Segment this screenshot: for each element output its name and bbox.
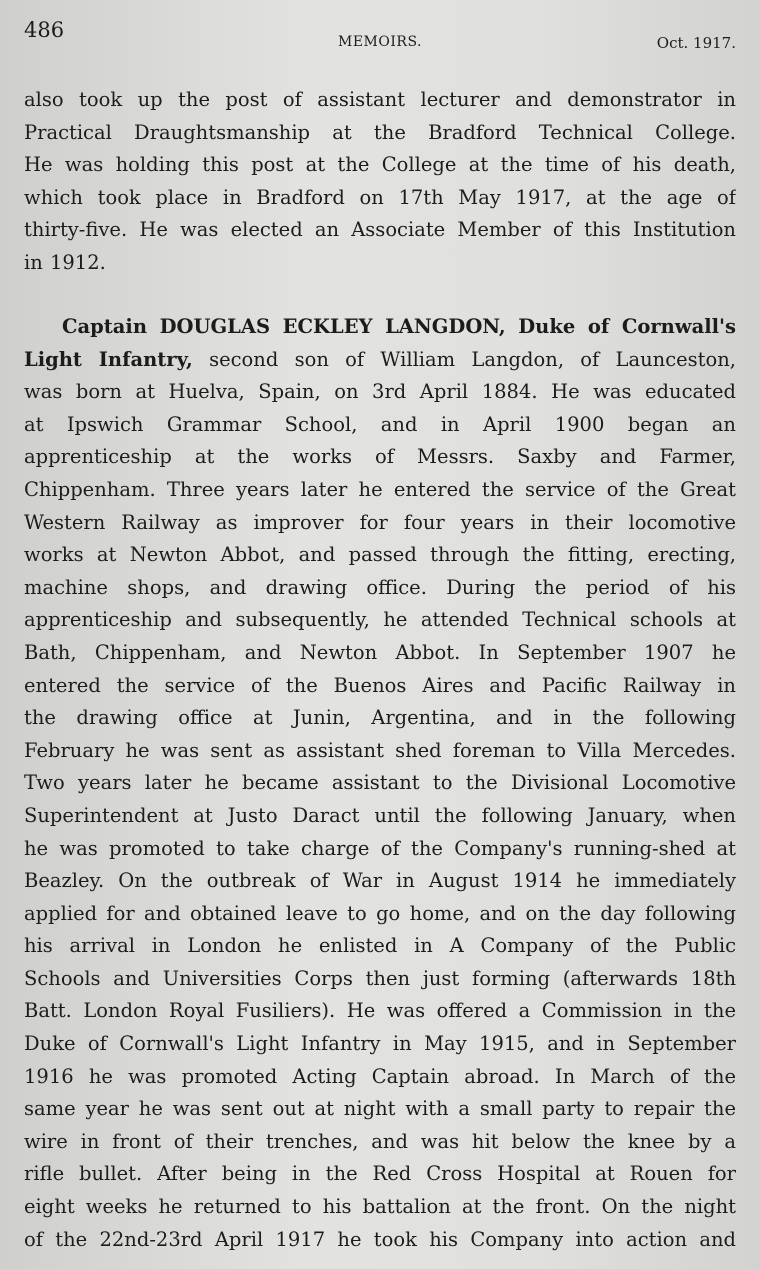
paragraph-2 xyxy=(24,311,736,1256)
memoir-subject-name: Captain DOUGLAS ECKLEY LANGDON, Duke of Cornwall's xyxy=(62,315,736,338)
text-line: machine shops, and drawing office. During the period of his xyxy=(24,575,736,599)
text-line: Schools and Universities Corps then just forming (afterwards 18th xyxy=(24,966,736,990)
text-line: 1916 he was promoted Acting Captain abroad. In March of the xyxy=(24,1064,736,1088)
text-line: Superintendent at Justo Daract until the following January, when xyxy=(24,803,736,827)
text-line: in 1912. xyxy=(24,250,106,274)
text-line: which took place in Bradford on 17th May 1917, at the age of xyxy=(24,185,736,209)
text-line: he was promoted to take charge of the Company's running-shed at xyxy=(24,836,736,860)
memoir-heading-line xyxy=(24,311,736,344)
text-line: Bath, Chippenham, and Newton Abbot. In September 1907 he xyxy=(24,640,736,664)
text-line: works at Newton Abbot, and passed through the fitting, erecting, xyxy=(24,543,736,567)
text-line: Beazley. On the outbreak of War in August 1914 he immediately xyxy=(24,869,736,893)
page-number: 486 xyxy=(24,18,65,42)
text-line: his arrival in London he enlisted in A Company of the Public xyxy=(24,934,736,958)
text-line xyxy=(24,344,736,377)
text-span: second son of William Langdon, of Launceston, xyxy=(192,347,736,371)
text-line: apprenticeship at the works of Messrs. Saxby and Farmer, xyxy=(24,445,736,469)
text-line: thirty-five. He was elected an Associate Member of this Institution xyxy=(24,218,736,242)
text-line: Batt. London Royal Fusiliers). He was offered a Commission in the xyxy=(24,999,736,1023)
text-line: applied for and obtained leave to go home, and on the day following xyxy=(24,901,736,925)
text-line: Western Railway as improver for four years in their locomotive xyxy=(24,510,736,534)
regiment-name: Light Infantry, xyxy=(24,347,193,371)
text-line: eight weeks he returned to his battalion at the front. On the night xyxy=(24,1195,736,1219)
paragraph-1 xyxy=(24,84,736,280)
issue-date: Oct. 1917. xyxy=(656,34,736,52)
text-line: wire in front of their trenches, and was hit below the knee by a xyxy=(24,1129,736,1153)
text-line: also took up the post of assistant lecturer and demonstrator in xyxy=(24,88,736,111)
text-line: entered the service of the Buenos Aires and Pacific Railway in xyxy=(24,673,736,697)
text-line: same year he was sent out at night with a small party to repair the xyxy=(24,1097,736,1121)
text-line: at Ipswich Grammar School, and in April 1900 began an xyxy=(24,412,736,436)
text-line: of the 22nd-23rd April 1917 he took his Company into action and xyxy=(24,1227,736,1251)
text-line: Chippenham. Three years later he entered the service of the Great xyxy=(24,477,736,501)
text-line: Duke of Cornwall's Light Infantry in May 1915, and in September xyxy=(24,1032,736,1056)
text-line: Practical Draughtsmanship at the Bradford Technical College. xyxy=(24,120,736,144)
page-header xyxy=(24,18,736,58)
text-line: He was holding this post at the College at the time of his death, xyxy=(24,153,736,177)
text-line: February he was sent as assistant shed foreman to Villa Mercedes. xyxy=(24,738,736,762)
text-line: rifle bullet. After being in the Red Cross Hospital at Rouen for xyxy=(24,1162,736,1186)
text-line: was born at Huelva, Spain, on 3rd April 1884. He was educated xyxy=(24,380,736,404)
text-line: apprenticeship and subsequently, he attended Technical schools at xyxy=(24,608,736,632)
text-line: Two years later he became assistant to the Divisional Locomotive xyxy=(24,771,736,795)
text-line: the drawing office at Junin, Argentina, and in the following xyxy=(24,706,736,730)
running-title: MEMOIRS. xyxy=(338,34,422,50)
